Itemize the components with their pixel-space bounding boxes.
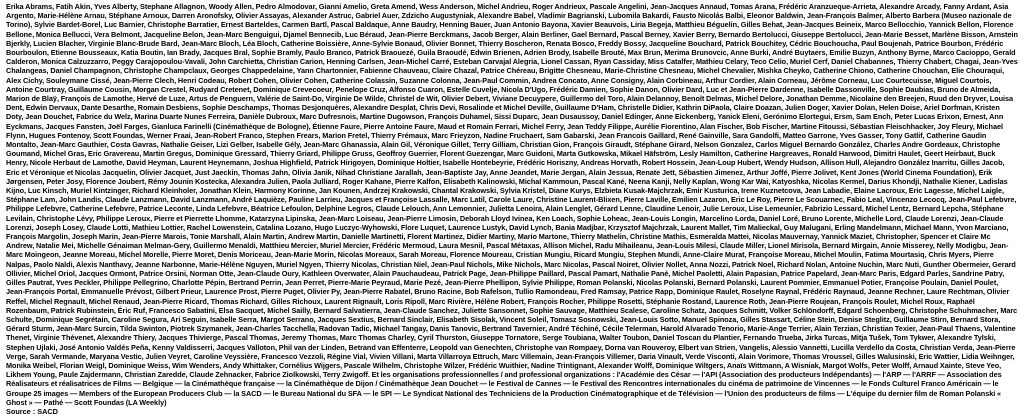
source-credit: Source : SACD <box>6 406 58 416</box>
signatory-list: Erika Abrams, Fatih Akin, Yves Alberty, Stephane Allagnon, Woody Allen, Pedro Almodovar, Gianni Amelio, Greta Amend, Wess Anderson, Michel Andrieu, Roger Andrieux, Pascale Angelini, Jean-Jacques Annaud, Tomas Arana, Frédéric Aranzueque-Arrieta, Alexandre Arcady, Fanny Ardant, Asia Argento, Marie-Hélène Arnau, Stéphane Arnoux, Darren Aronofsky, Olivier Assayas, Alexander Astruc, Gabriel Auer, Zdzicho Augustyniak, Alexandre Babel, Vladimir Bagrianski, Lubomila Bakardi, Fausto Nicolás Balbi, Eleonor Baldwin, Jean-François Balmer, Alberto Barbera (Museo nazionale de Torino), Sylvie Bardet-Borel, Luc Barnier, Christophe Barratier, Ernest Barteldes, Carmen Bartl, Pascal Baldaque, Anne Baudry, Henning Bauer, Juan Antonio Bayona, Xavier Beauvois, Liria Begeja, Matthieu Béguelin, Gilles Behat, Jean-Jacques Beineix, Marco Bellocchio, Yannick Bellon, Florence Bellone, Monica Bellucci, Vera Belmont, Jacqueline Belon, Jean-Marc Benguigui, Djamel Bennecib, Luc Béraud, Jean-Pierre Berckmans, Jacob Berger, Alain Berliner, Gael Bernard, Pascal Berney, Xavier Berry, Bernardo Bertolucci, Giuseppe Bertolucci, Jean-Marie Besset, Marlène Bisson, Arnstein Bjerkly, Lucien Blacher, Virginie Blanc-Brude Bard, Jean-Marc Bloch, Léa Bloch, Catherine Boissière, Anne-Sylvie Bonaud, Olivier Bonnet, Thierry Boscheron, Renata Bosco, Freddy Bossy, Jacqueline Bouchard, Patrick Bouchitey, Cédric Bouchoucha, Paul Boujenah, Patrice Bourbon, Frédéric Bourboulon, Etienne Bousseaux, Katia Boutin, Ian Brady, Jacques Bral, Sophie Bramly, Paulo Branco, Patrick Braouezé, Guila Braoudé, Edwin Brienen, Adrien Brody, Isabelle Brouté, Max Brun, Merima Brunovcic, Anne Burki, André Buytaers, Emilie Buzyn, Anthony Byrne, Marco Cacioppo, Gerald Calderon, Monica Calzuzzarro, Peggy Carajopoulou-Vavali, John Carchietta, Christian Carion, Henning Carlsen, Jean-Michel Carré, Esteban Carvajal Alegria, Lionel Cassan, Ryan Cassiday, Miss Catalfer, Mathieu Celary, Teco Celio, Muriel Cerf, Daniel Chabannes, Thierry Chabert, Chagai, Jean-Yves Chalangeas, Daniel Champagnon, Christophe Champclaux, Georges Chappedelaine, Yann Chartonnier, Fabienne Chauveau, Claire Chazal, Patrice Chéreau, Brigitte Chesneau, Marie-Christine Chesneau, Michel Chevalier, Mishka Cheyko, Catherine Chiono, Catherine Chouchan, Elie Chouraqui, Alex Cichy, Souleymane Cissé, Jean-Pierre Clech, Henri Codeau, Robert Cohen, Olivier Cohen, Catherine Colassin, Suzanne Colonna, Jean-Paul Commin, Andrea Concato, Anne Consigny, Alain Corbineau, Arthur Cordier, Alain Corneau, Jérôme Corneau, Luc Courtecuisse, Miguel Courtois, Antoine Courtray, Guillaume Cousin, Morgan Crestel, Rudyard Cretenet, Dominique Crevecoeur, Penelope Cruz, Alfonso Cuaron, Estelle Cuvelje, Nicola D'Ugo, Frédéric Damien, Sophie Danon, Olivier Dard, Luc et Jean-Pierre Dardenne, Isabelle Dassonville, Sophie Daubias, Bruno de Almeida, Marion de Blaÿ, François de Lamothe, Hervé de Luze, Artus de Penguern, Valérie de Saint-Do, Virginie De Wilde, Christel de Wit, Olivier Debert, Viviane Decuypere, Guillermo del Toro, Alain Delannoy, Benoît Delmas, Michel Delore, Jonathan Demme, Nicolaine den Breejen, Ruud den Dryver, Louisa Dent, Edwin Dervaux, Dante Desarthe, Romain Desbiens, Sophie Deschamps, Thomas Desjonquères, Alexandre Desplat, Chris Devi, Rosalinde et Michel Deville, Guillaume D'Ham, Christelle Didier, Kathrin DiPaola, Claire Doazan, Julien Doger, Xavier Dolan, Helen Doise, Ariel Dorfman, Kristen Doty, Jean Douchet, Fabrice du Welz, Marina Duarte Nunes Ferreira, Danièle Dubroux, Marc Dufresnois, Martine Dugowson, François Duhamel, Sissi Duparc, Jean Dusaussoy, Daniel Edinger, Anne Eickenberg, Yanick Eleni, Gerónimo Elortegui, Ersm, Sam Ench, Peter Lucas Erixon, Ernest, Ann Eyckmans, Jacques Fansten, Joël Farges, Gianluca Farinelli (Cinémathèque de Bologne), Étienne Faure, Pierre Antoine Faure, Maud et Romain Ferrari, Michel Ferry, Jean Teddy Filippe, Aurélie Fiorentino, Alan Fischer, Bob Fischer, Martine Fitoussi, Sébastian Fleischhacker, Joy Fleury, Michael Flynn, Hugues Fontenoy, Scott Foundas, Werner Fraai, Jean-Robert Franco, Stephen Frears, Marion Fretel, Thierry Frémaux, Marc Frieyzon, Nadine Fruchaert, Sam Gabarski, Jean Francois Gaillard, René Gainville, Sara Gandolfi, Matteo Garrone, Yves Gasser, Tony Gatlif, Catherine Gaudin Montalto, Jean-Marc Gauthier, Costa Gavras, Nathalie Geiser, Lizi Gelber, Isabelle Gély, Jean-Marc Ghanassia, Alain Gil, Véronique Gillet, Terry Gilliam, Christian Gion, François Giraudt, Stéphane Girard, Nelson Gonzalez, Carlos Miguel Bernardo González, Charles Andre Gordeaux, Christophe Goumand, Michel Gras, Eric Gravereau, Martin Gregus, Dominique Gressard, Thierry Griard, Philippe Gruss, Geoffroy Guerrier, Florent Guezengar, Marc Guidoni, Marta Gutkowska, Mikael Häfström, Lesly Hamilton, Catherine Hargreaves, Ronald Harwood, Dimitri Haulet, Geert Heirbaut, Buck Henry, Nicole Herbaut de Lamothe, David Heyman, Laurent Heynemann, Joshua Highfield, Patrick Hirigoyen, Dominique Holtier, Isabelle Hontebeyrie, Frédéric Horiszny, Andreas Horvath, Robert Hossein, Jean-Loup Hubert, Wendy Hudson, Allison Hull, Alejandro González Inarritu, Gilles Jacob, Eric et Véronique et Nicolas Jacquelin, Olivier Jacquet, Just Jaeckin, Thomas Jahn, Olivia Janik, Nihad Christiane Jarallah, Jean-Baptiste Jay, Anne Jeandet, Marie Jergan, Alain Jessua, Renate Jett, Sébastien Jimenez, Arthur Joffé, Pierre Jolivet, Kent Jones (World Cinema Foundation), Erik Jørgensen, Peter Josy, Florence Joubert, Rémy Jounin Kostecka, Alexandra Julien, Paola Julliard, Roger Kahane, Pierre Kalfon, Elisabeth Kalinowski, Michal Kammoun, Pascal Kané, Neena Kanji, Nelly Kaplan, Wong Kar Wai, Katyoshka, Nicolas Kermel, Darius Khondji, Nathalie Kiener, Ladislas Kijno, Luc Kinsch, Muriel Kintzinger, Richard Kleinholer, Jonathan Klein, Harmony Korinne, Jan Kounen, Andrzej Krakowski, Chantal Krakowski, Sylvia Kristel, Diane Kurys, Elzbieta Kusak-Majchrzak, Emir Kusturica, Irene Kuznetcova, Jean Labadie, Elaine Lacroux, Eric Lagesse, Michel Laigle, Stéphane Lam, John Landis, Claude Lanzmann, David Lanzmann, André Laquièze, Pauline Larrieu, Jacques et Françoise Lassalle, Marc Latil, Carole Laure, Christine Laurent-Blixen, Pierre Laville, Emilien Lazaron, Eric Le Roy, Pierre Le Scouarnec, Fabio Leal, Vincenzo Lecocq, Jean-Paul Lefebvre, Philippe Lefebvre, Catherine Lefebvre, Patrice Leconte, Linda Lefebvre, Béatrice Lefoulon, Delphine Legros, Claude Lelouch, Ann Lemonnier, Julietta Lenoira, Alain Lenglet, Gérard Lenne, Claudine Lenoir, Julie Leroux, Lise Lemeunier, Fabrizio Lessard, Michel Lentz, Bernard Lepcha, Stéphane Levilain, Christophe Lévy, Philippe Leroux, Pierre et Pierrette Lhomme, Katarzyna Lipinska, Jean-Marc Loiseau, Jean-Pierre Limosin, Deborah Lloyd Ivinea, Ken Loach, Sophie Loheac, Jean-Louis Longin, Marcelino Lorda, Daniel Loré, Bruno Lorente, Michelle Lord, Claude Lorenzi, Jean-Claude Lorenzi, Joseph Losey, Claude Lotti, Mathieu Lottier, Rachel Lowenstein, Catalina Lozano, Hugo Luczyc-Wyhowski, Flore Luquet, Laurence Lustyk, David Lynch, Bania Madjbar, Krzysztof Majchrzak, Laurent Mallet, Tim Malieckal, Guy Malugani, Erling Mandelmann, Michael Mann, Yvon Marciano, François Margolin, Joseph Marin, Jean-Pierre Marois, Tonie Marshall, Alain Martin, Andrew Martin, Danielle Martinetti, Florent Martinez, Didier Martiny, Mario Martone, Thierry Mathelin, Christine Mathis, Esmeralda Mattei, Nicolas Mauvernay, Yannick Maziet, Christopher, Spencer et Claire Mc Andrew, Natalie Mei, Michelle Génaiman Melman-Gery, Guillermo Menaldi, Matthieu Mercier, Muriel Mercier, Frédéric Mermoud, Laura Mesnil, Pascal Métaxas, Allison Michel, Radu Mihaileanu, Jean-Louis Milesi, Claude Miller, Lionel Mirisola, Bernard Mirgain, Annie Misserey, Nelly Modigbu, Jean-Marc Moingeon, Jeanne Moreau, Michel Morelle, Pierre Moret, Denis Moriceau, Jean-Marie Morin, Nicolas Moreaux, Sarah Moreau, Florence Moureau, Cristian Mungiu, Ricard Mungiu, Stephen Mundi, Anne-Claire Murat, Françoise Moreau, Michel Moulin, Fatima Mourtasiq, Chris Myers, Pierre Nalpas, Paolo Naldi, Alexis Nanthavy, Jeanne Narbonne, Marie-Hélène Nguyen, Muriel Ngyen, Thierry Nicolas, Christian Niel, Jean-Paul Nichols, Mike Nichols, Marc Nicolas, Pascal Noiret, Olivier Nollet, Anna Nozzi, Patrick Noel, Richard Nolan, Antoine Nuchin, Marc Nuti, Gunther Obermeier, Gerard Ollivier, Michel Oriol, Jacques Ormont, Patrice Orsini, Norman Otte, Jean-Claude Oury, Kathleen Overwater, Alain Pauchaudeau, Patrick Page, Jean-Philippe Paillard, Pascal Pamart, Nathalie Pané, Michel Paoletti, Alain Papasian, Patrice Papelard, Jean-Marc Paris, Edgard Parles, Sandrine Patry, Gilles Pautrat, Yves Peckler, Philippe Pellegrino, Charlotte Pépin, Bertrand Perrin, Jean Perret, Pierre-Marie Peyraud, Marie Pezé, Jean-Pierre Phellipon, Sylvie Philippe, Roman Polanski, Nicolas Polanski, Bernard Polanski, Laurent Pommier, Emmanuel Potier, Françoise Poulain, Daniel Poulet, Jean-François Portal, Emmanuelle Prévost, Gilbert Prieur, Laurence Prost, Pierre Puget, Olivier Py, Jean-Pierre Rabatel, Bruno Racine, Bob Rafelson, Tullio Ramondeau, Fred Ramsay, Patrice Rapp, Dominique Raulet, Roselyne Raynal, Frédéric Raynaud, Jeanne Rechner, Laure Rechtman, Olivier Reffel, Michel Regnault, Michel Renaud, Jean-Pierre Ricard, Thomas Richard, Gilles Richoux, Laurent Rignault, Loris Ripoll, Marc Rivière, Hélène Robert, François Rocher, Philippe Rosetti, Stéphanie Rostand, Laurence Roth, Jean-Pierre Roujean, François Roulet, Michel Roux, Raphaël Rozenbaum, Patrick Rubinstein, Éric Ruf, Francesco Sabatini, Elsa Sacquet, Michel Sailly, Bernard Salvatierra, Jean-Claude Sanchez, Juliette Sansonnet, Sophie Sauvage, Matthieu Scalese, Caroline Schatz, Jacques Schmitt, Volker Schlöndorff, Edgard Schoenberg, Christophe Schuhmacher, Marc Schulte, Dominique Segrétain, Caroline Segura, Ari Seguin, Isabelle Serra, Margot Serrano, Jacques Sextius, Bernard Sinclair, Elisabeth Sisolak, Vincent Soleil, Tomasz Sosnowski, Jean-Louis Sotto, Manuel Spinoza, Gilles Stassart, Céline Stein, Denise Steglitz, Guillaume Stirn, Bernard Stora, Gérard Sturm, Jean-Marc Surcin, Tilda Swinton, Piotrek Szymanek, Jean-Charles Tacchella, Radovan Tadic, Michael Tangay, Danis Tanovic, Bertrand Tavernier, André Téchiné, Cécile Telerman, Harold Alvarado Tenorio, Marie-Ange Terrier, Alain Terzian, Christian Texier, Jean-Paul Thaens, Valentine Thenet, Virginie Thévenet, Alexandre Thiery, Jacques Thivierge, Pascal Thomas, Jeremy Thomas, Marc Thomas Charley, Cyril Thurston, Giuseppe Tornatore, Serge Toubiana, Walter Toubon, Daniel Toscan du Plantier, Fernando Trueba, Jirka Turcas, Mitja Tušek, Tom Tykwer, Alexandre Tylski, Stephen Ujlaki, José Antonio Valdés Peña, Kenny Valdisserri, Jacques Valloton, Phil van der Linden, Betrand van Effenterre, Leopold van Genechten, Christophe van Rompaey, Dorna van Rouveroy, Elbert van Strien, Vangelis, Alessio Vannetti, Lucilla Verdello da Costa, Christian Verda, Jean-Pierre Verge, Sarah Vermande, Maryana Vestic, Julien Veyret, Caroline Veyssière, Francesco Vezzoli, Régine Vial, Vivien Villani, Marta Villarroya Ettruch, Marc Villemain, Jean-François Villemer, Daria Vinault, Verde Visconti, Alain Vorimore, Thomas Vroussel, Gilles Walusinski, Eric Wattier, Lidia Weihnger, Monika Weibel, Florian Weigl, Dominique Weiss, Wim Wenders, Andy Whittaker, Cornélius Wijgers, Pascale Wilhelm, Christophe Wilzer, Frédéric Wuithier, Nadine Trintignant, Alexander Wolff, Dominique Wiltgers, Anaïs Wittmann, A Wisniak, Margot Wolfs, Peter Wolff, Arnaud Xainte, Steve Yeo, Likhem Young, Paule Zajdermann, Christian Zaredde, Claude Zehnacker, Fabrice Ziolkowski, Terry Zwigoff. Et les organisations professionnelles / and professional organizations : l'Académie des César — l'API (Association des producteurs Indépendants) — l'ARP — l'ARRF — Association des Réalisateurs et réalisatrices de Films — Belgique — la Cinémathèque française — la Cinémathèque de Dijon / Cinémathèque Jean Douchet — le Festival de Cannes — le Festival des Rencontres internationales du cinéma de patrimoine de Vincennes — le Fonds Culturel Franco Américain — le Groupe 25 images — Members of the European Producers Club — la SACD — le Bureau National du SFA — le SPI — Le Syndicat National des Techniciens de la Production Cinématographique et de Télévision — l'Union des producteurs de films — L'équipe du dernier film de Roman Polanski « Ghost » — Pathé — Scott Foundas (LA Weekly) <box>6 2 1018 407</box>
